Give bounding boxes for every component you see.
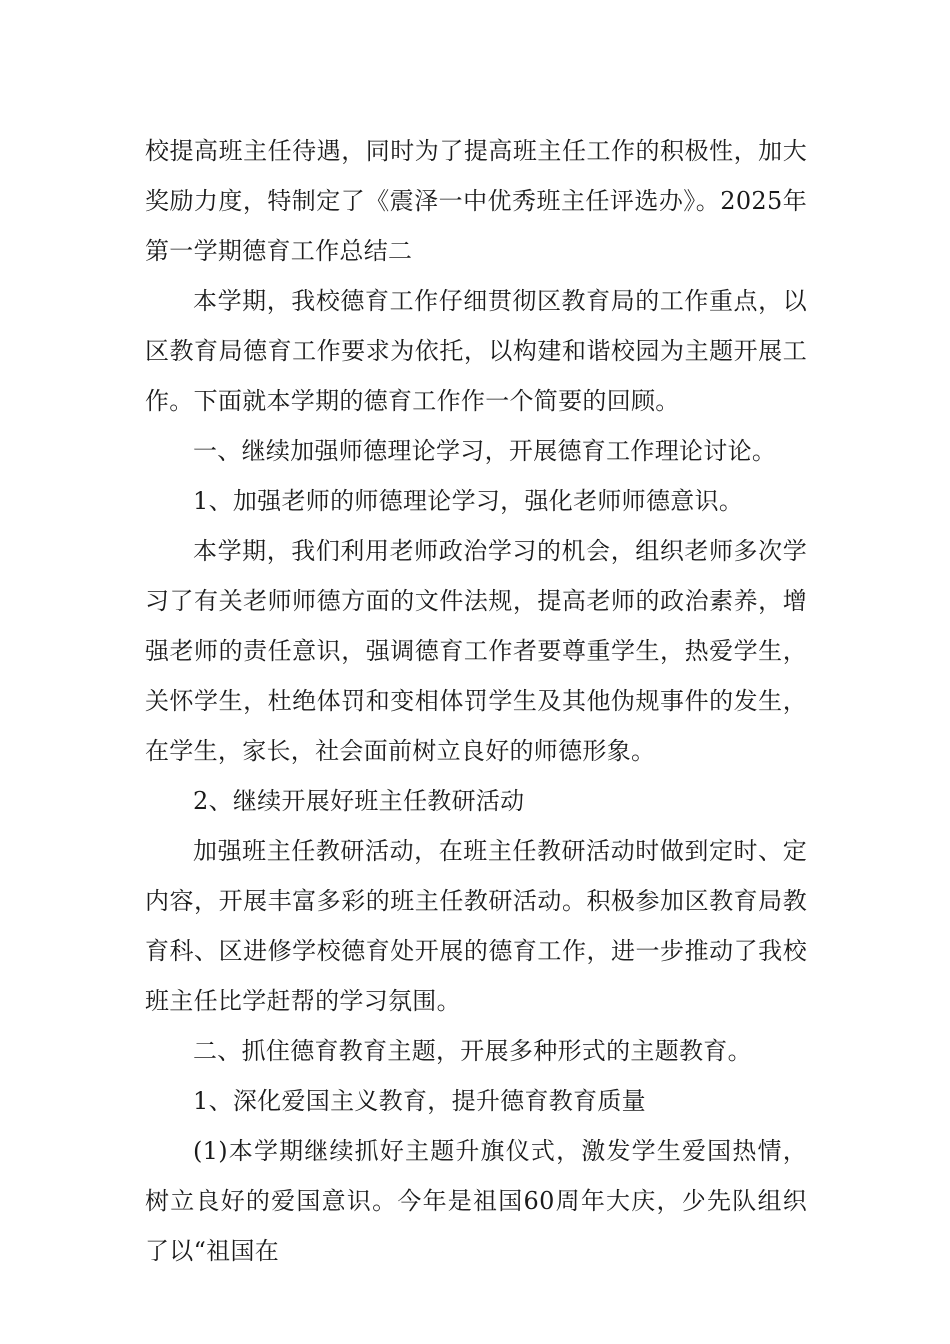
- subheading-1-2: 2、继续开展好班主任教研活动: [193, 787, 525, 815]
- subheading-1-1: 1、加强老师的师德理论学习，强化老师师德意识。: [193, 487, 744, 515]
- subheading-2-1: 1、深化爱国主义教育，提升德育教育质量: [193, 1087, 646, 1115]
- section-heading-1: 一、继续加强师德理论学习，开展德育工作理论讨论。: [193, 437, 777, 465]
- section-heading-2: 二、抓住德育教育主题，开展多种形式的主题教育。: [193, 1037, 752, 1065]
- paragraph-1: 校提高班主任待遇，同时为了提高班主任工作的积极性，加大奖励力度，特制定了《震泽一中优秀班主任评选办》。2025年第一学期德育工作总结二: [145, 137, 807, 265]
- paragraph-5: (1)本学期继续抓好主题升旗仪式，激发学生爱国热情，树立良好的爱国意识。今年是祖国60周年大庆，少先队组织了以“祖国在: [145, 1137, 807, 1265]
- document-body: [145, 126, 807, 1276]
- paragraph-3: 本学期，我们利用老师政治学习的机会，组织老师多次学习了有关老师师德方面的文件法规，提高老师的政治素养，增强老师的责任意识，强调德育工作者要尊重学生，热爱学生，关怀学生，杜绝体罚和变相体罚学生及其他伪规事件的发生，在学生，家长，社会面前树立良好的师德形象。: [145, 537, 807, 765]
- paragraph-4: 加强班主任教研活动，在班主任教研活动时做到定时、定内容，开展丰富多彩的班主任教研活动。积极参加区教育局教育科、区进修学校德育处开展的德育工作，进一步推动了我校班主任比学赶帮的学习氛围。: [145, 837, 807, 1015]
- paragraph-2: 本学期，我校德育工作仔细贯彻区教育局的工作重点，以区教育局德育工作要求为依托，以构建和谐校园为主题开展工作。下面就本学期的德育工作作一个简要的回顾。: [145, 287, 807, 415]
